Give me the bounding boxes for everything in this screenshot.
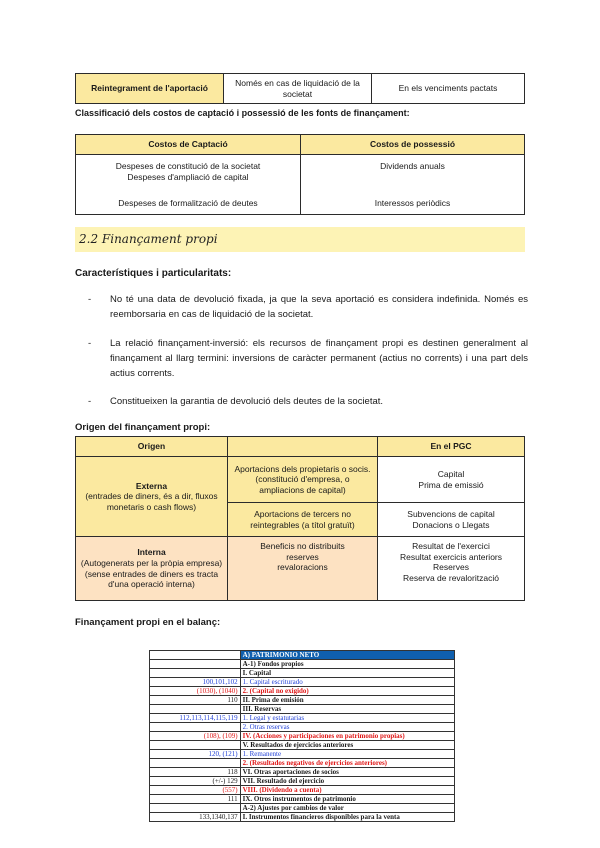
pgc-line: Resultat exercicis anteriors <box>399 551 503 562</box>
balance-code: 111 <box>150 795 241 804</box>
costs-row <box>76 155 525 193</box>
bullet-text: La relació finançament-inversió: els recursos de finançament propi es destinen generalment al finançament al llarg termini: inversions de caràcter permanent (actius no corrents) i una part dels actius corrents. <box>110 338 528 379</box>
origin-header-pgc: En el PGC <box>378 437 525 457</box>
origin-externa-desc: (entrades de diners, és a dir, fluxos monetaris o cash flows) <box>85 491 218 512</box>
origin-interna-cell <box>76 537 228 601</box>
balance-description: VI. Otras aportaciones de socios <box>240 768 454 777</box>
section-banner <box>75 227 525 252</box>
balance-code <box>150 741 241 750</box>
balance-description: IV. (Acciones y participaciones en patrimonio propias) <box>240 732 454 741</box>
sub-line: reserves <box>286 551 319 562</box>
bullet-dash: - <box>88 338 92 349</box>
costs-text: Despeses d'ampliació de capital <box>127 171 249 182</box>
balance-row <box>150 705 455 714</box>
balance-description: V. Resultados de ejercicios anteriores <box>240 741 454 750</box>
bullet-text: Constitueixen la garantia de devolució dels deutes de la societat. <box>110 396 384 407</box>
origin-externa-pgc2 <box>378 503 525 537</box>
balance-row <box>150 759 455 768</box>
balance-code: 133,1340,137 <box>150 813 241 822</box>
balance-sheet <box>149 650 455 822</box>
balance-description: III. Reservas <box>240 705 454 714</box>
balance-code: 100,101,102 <box>150 678 241 687</box>
balance-description: VII. Resultado del ejercicio <box>240 777 454 786</box>
origin-externa-sub2: Aportacions de tercers no reintegrables (a títol gratuït) <box>228 503 378 537</box>
balance-row <box>150 732 455 741</box>
origin-header-origen: Origen <box>76 437 228 457</box>
balance-title: Finançament propi en el balanç: <box>75 617 221 628</box>
balance-row <box>150 669 455 678</box>
sub-line: revaloracions <box>277 562 328 573</box>
balance-description: A-2) Ajustes por cambios de valor <box>240 804 454 813</box>
balance-code: 118 <box>150 768 241 777</box>
costs-header-captacio: Costos de Captació <box>76 135 301 155</box>
balance-description: I. Instrumentos financieros disponibles para la venta <box>240 813 454 822</box>
repayment-label: Reintegrament de l'aportació <box>76 74 224 104</box>
balance-description: A-1) Fondos propios <box>240 660 454 669</box>
bullet-dash: - <box>88 294 92 305</box>
repayment-equity: Només en cas de liquidació de la societat <box>224 74 372 104</box>
balance-description: 1. Remanente <box>240 750 454 759</box>
origin-externa-label: Externa <box>135 480 168 491</box>
balance-code: 120, (121) <box>150 750 241 759</box>
balance-row <box>150 714 455 723</box>
balance-row <box>150 777 455 786</box>
origin-interna-pgc <box>378 537 525 601</box>
balance-row <box>150 813 455 822</box>
balance-code: (+/-) 129 <box>150 777 241 786</box>
costs-table <box>75 134 525 215</box>
balance-description: VIII. (Dividendo a cuenta) <box>240 786 454 795</box>
origin-row <box>76 537 525 601</box>
balance-code: (1030), (1040) <box>150 687 241 696</box>
origin-externa-pgc1 <box>378 457 525 503</box>
balance-row <box>150 696 455 705</box>
balance-row <box>150 795 455 804</box>
pgc-line: Reserves <box>433 562 469 573</box>
repayment-debt: En els venciments pactats <box>372 74 525 104</box>
origin-externa-sub1: Aportacions dels propietaris o socis. (constitució d'empresa, o ampliacions de capital) <box>228 457 378 503</box>
balance-header: A) PATRIMONIO NETO <box>240 651 454 660</box>
pgc-line: Capital <box>437 468 465 479</box>
balance-code <box>150 723 241 732</box>
costs-cell-captacio <box>76 155 301 193</box>
balance-description: 2. Otras reservas <box>240 723 454 732</box>
characteristics-title: Característiques i particularitats: <box>75 268 232 279</box>
costs-cell-possessio: Interessos periòdics <box>301 193 525 215</box>
repayment-table <box>75 73 525 104</box>
origin-interna-sub <box>228 537 378 601</box>
balance-code: 112,113,114,115,119 <box>150 714 241 723</box>
balance-row <box>150 723 455 732</box>
origin-interna-desc: (sense entrades de diners es tracta d'una operació interna) <box>84 568 219 590</box>
bullet-text: No té una data de devolució fixada, ja que la seva aportació es considera indefinida. Només es reemborsaria en cas de liquidació de la societat. <box>110 294 528 320</box>
origin-interna-label: Interna <box>137 547 166 558</box>
balance-code <box>150 705 241 714</box>
costs-cell-possessio: Dividends anuals <box>301 155 525 193</box>
balance-code <box>150 651 241 660</box>
balance-row <box>150 768 455 777</box>
balance-row <box>150 750 455 759</box>
origin-title: Origen del finançament propi: <box>75 422 211 433</box>
pgc-line: Donacions o Llegats <box>412 519 490 530</box>
balance-description: 2. (Resultados negativos de ejercicios anteriores) <box>240 759 454 768</box>
pgc-line: Resultat de l'exercici <box>412 541 490 551</box>
costs-caption: Classificació dels costos de captació i possessió de les fonts de finançament: <box>75 108 410 118</box>
balance-row <box>150 678 455 687</box>
origin-header-row <box>76 437 525 457</box>
balance-code: (557) <box>150 786 241 795</box>
section-heading: 2.2 Finançament propi <box>79 232 218 246</box>
costs-header-row <box>76 135 525 155</box>
origin-externa-cell <box>76 457 228 537</box>
balance-code: 110 <box>150 696 241 705</box>
balance-code <box>150 804 241 813</box>
sub-line: Beneficis no distribuits <box>260 541 345 551</box>
balance-row <box>150 687 455 696</box>
balance-description: II. Prima de emisión <box>240 696 454 705</box>
origin-row <box>76 457 525 503</box>
balance-description: IX. Otros instrumentos de patrimonio <box>240 795 454 804</box>
repayment-row <box>76 74 525 104</box>
balance-code: (108), (109) <box>150 732 241 741</box>
bullet-item <box>88 394 528 409</box>
costs-text: Despeses de constitució de la societat <box>115 161 261 171</box>
balance-row <box>150 786 455 795</box>
costs-row <box>76 193 525 215</box>
balance-code <box>150 759 241 768</box>
balance-code <box>150 660 241 669</box>
balance-header-row <box>150 651 455 660</box>
balance-description: 1. Capital escriturado <box>240 678 454 687</box>
origin-table <box>75 436 525 601</box>
bullet-item <box>88 336 528 381</box>
balance-body <box>150 660 455 822</box>
balance-description: 1. Legal y estatutarias <box>240 714 454 723</box>
pgc-line: Prima de emissió <box>418 479 484 490</box>
costs-cell-captacio: Despeses de formalització de deutes <box>76 193 301 215</box>
pgc-line: Reserva de revalorització <box>403 572 499 583</box>
balance-row <box>150 804 455 813</box>
balance-description: I. Capital <box>240 669 454 678</box>
balance-code <box>150 669 241 678</box>
balance-row <box>150 660 455 669</box>
origin-header-blank <box>228 437 378 457</box>
balance-description: 2. (Capital no exigido) <box>240 687 454 696</box>
pgc-line: Subvencions de capital <box>407 508 495 519</box>
origin-interna-desc: (Autogenerats per la pròpia empresa) <box>80 557 223 568</box>
balance-row <box>150 741 455 750</box>
costs-header-possessio: Costos de possessió <box>301 135 525 155</box>
bullet-dash: - <box>88 396 92 407</box>
bullet-item <box>88 292 528 322</box>
